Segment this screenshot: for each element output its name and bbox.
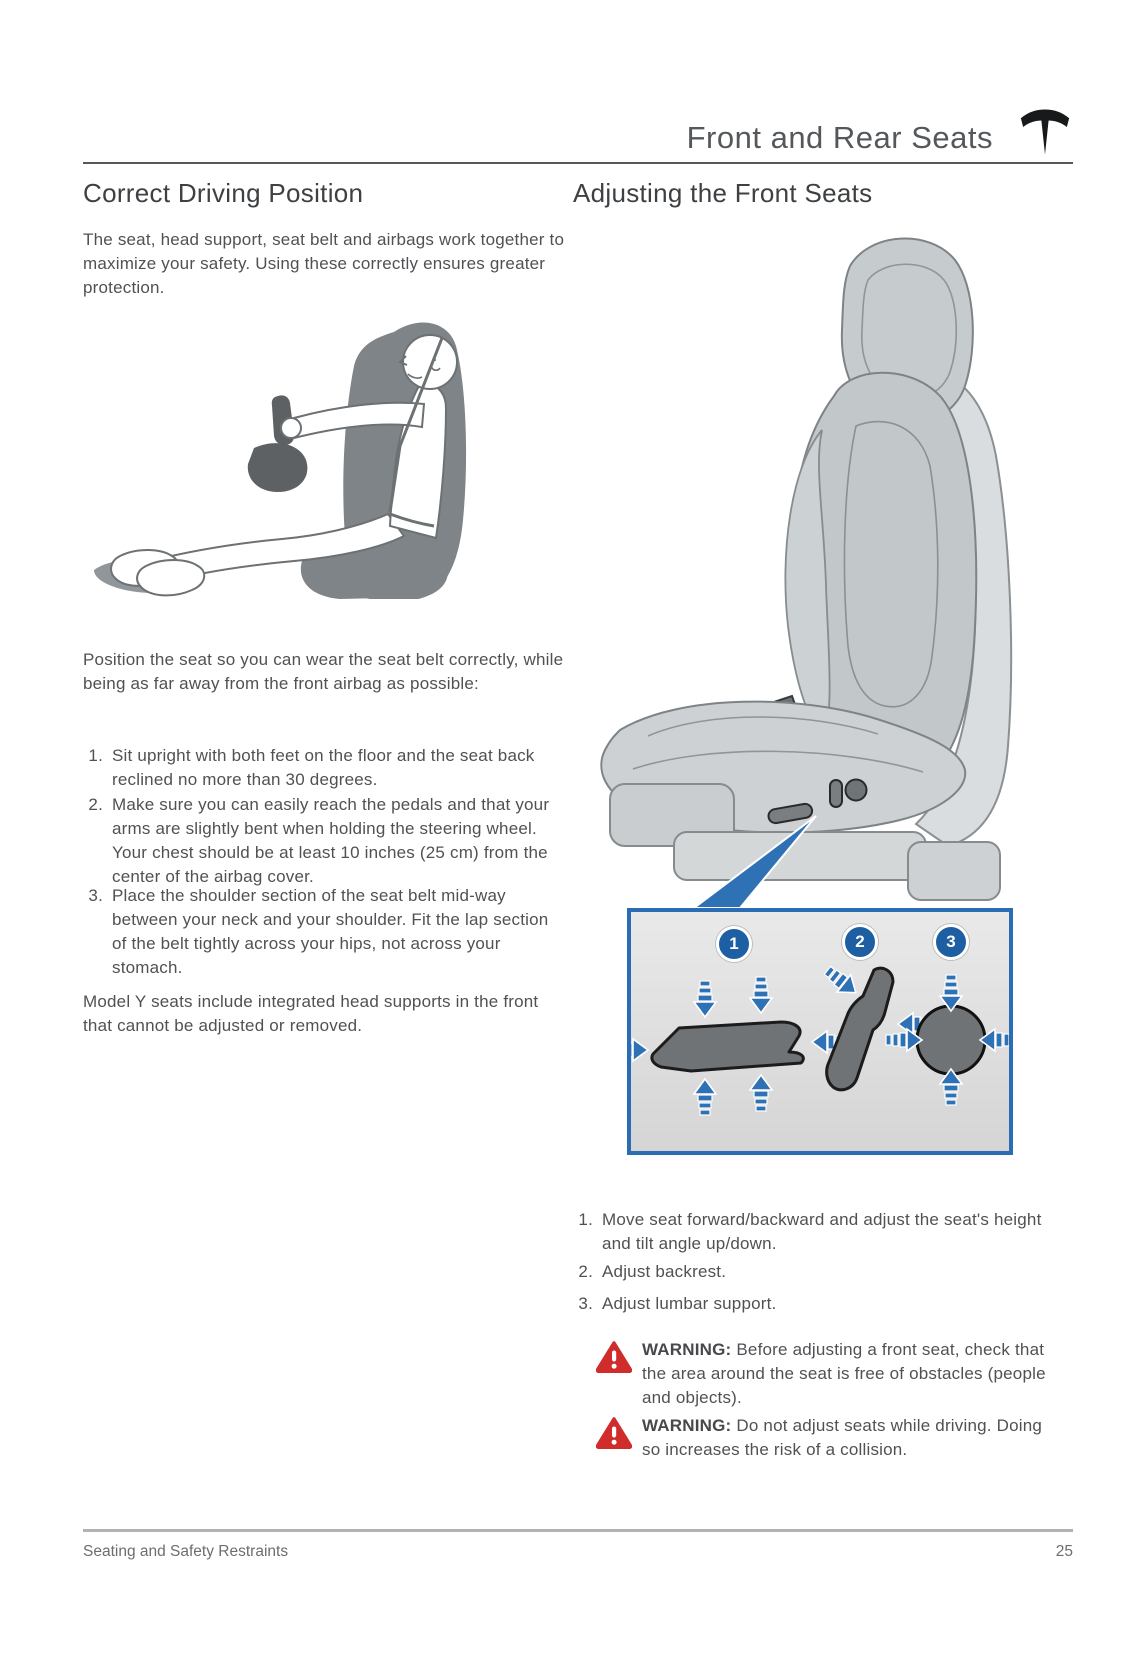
warning-text (642, 1414, 1064, 1462)
callout-number-1: 1 (716, 926, 752, 962)
footer-divider (83, 1529, 1073, 1532)
driving-position-illustration (88, 298, 520, 600)
footer-section-title: Seating and Safety Restraints (83, 1543, 289, 1560)
warning-body: Do not adjust seats while driving. Doing so increases the risk of a collision. (642, 1416, 1043, 1459)
callout-number-3: 3 (933, 924, 969, 960)
list-item (573, 1292, 1065, 1316)
seat-controls-callout (627, 908, 1013, 1155)
list-text: Place the shoulder section of the seat belt mid-way between your neck and your shoulder. Fit the lap section of the belt tightly across your hips, not across your stomach. (112, 886, 549, 977)
list-item (83, 793, 565, 889)
warning-icon (596, 1416, 632, 1449)
page-title: Front and Rear Seats (686, 120, 993, 155)
list-number: 2. (88, 795, 103, 814)
warning-icon (596, 1340, 632, 1373)
list-item (83, 884, 565, 980)
footer-page-number: 25 (1055, 1543, 1073, 1560)
header-divider (83, 162, 1073, 164)
list-text: Adjust backrest. (602, 1262, 727, 1281)
list-text: Adjust lumbar support. (602, 1294, 777, 1313)
list-item (83, 744, 565, 792)
intro-paragraph: The seat, head support, seat belt and airbags work together to maximize your safety. Using these correctly ensures greater protection. (83, 230, 565, 297)
warning-text (642, 1338, 1064, 1410)
list-number: 1. (88, 746, 103, 765)
list-item (573, 1208, 1065, 1256)
list-text: Make sure you can easily reach the pedals and that your arms are slightly bent when holding the steering wheel. Your chest should be at least 10 inches (25 cm) from the center of the airbag cover. (112, 795, 550, 886)
warning-body: Before adjusting a front seat, check that the area around the seat is free of obstacles (people and objects). (642, 1340, 1046, 1407)
front-seat-illustration (578, 224, 1050, 916)
section-heading-correct-driving-position: Correct Driving Position (83, 178, 364, 208)
list-text: Sit upright with both feet on the floor and the seat back reclined no more than 30 degrees. (112, 746, 535, 789)
callout-number-2: 2 (842, 924, 878, 960)
list-text: Move seat forward/backward and adjust the seat's height and tilt angle up/down. (602, 1210, 1042, 1253)
list-number: 1. (578, 1210, 593, 1229)
warning-label: WARNING: (642, 1416, 732, 1435)
outro-paragraph: Model Y seats include integrated head supports in the front that cannot be adjusted or removed. (83, 992, 539, 1035)
position-paragraph: Position the seat so you can wear the seat belt correctly, while being as far away from the front airbag as possible: (83, 650, 564, 693)
list-number: 2. (578, 1262, 593, 1281)
tesla-logo-icon (1020, 106, 1070, 158)
list-number: 3. (88, 886, 103, 905)
warning-block (596, 1338, 1064, 1410)
section-heading-adjusting-front-seats: Adjusting the Front Seats (573, 178, 873, 208)
warning-label: WARNING: (642, 1340, 732, 1359)
list-number: 3. (578, 1294, 593, 1313)
warning-block (596, 1414, 1064, 1462)
list-item (573, 1260, 1065, 1284)
